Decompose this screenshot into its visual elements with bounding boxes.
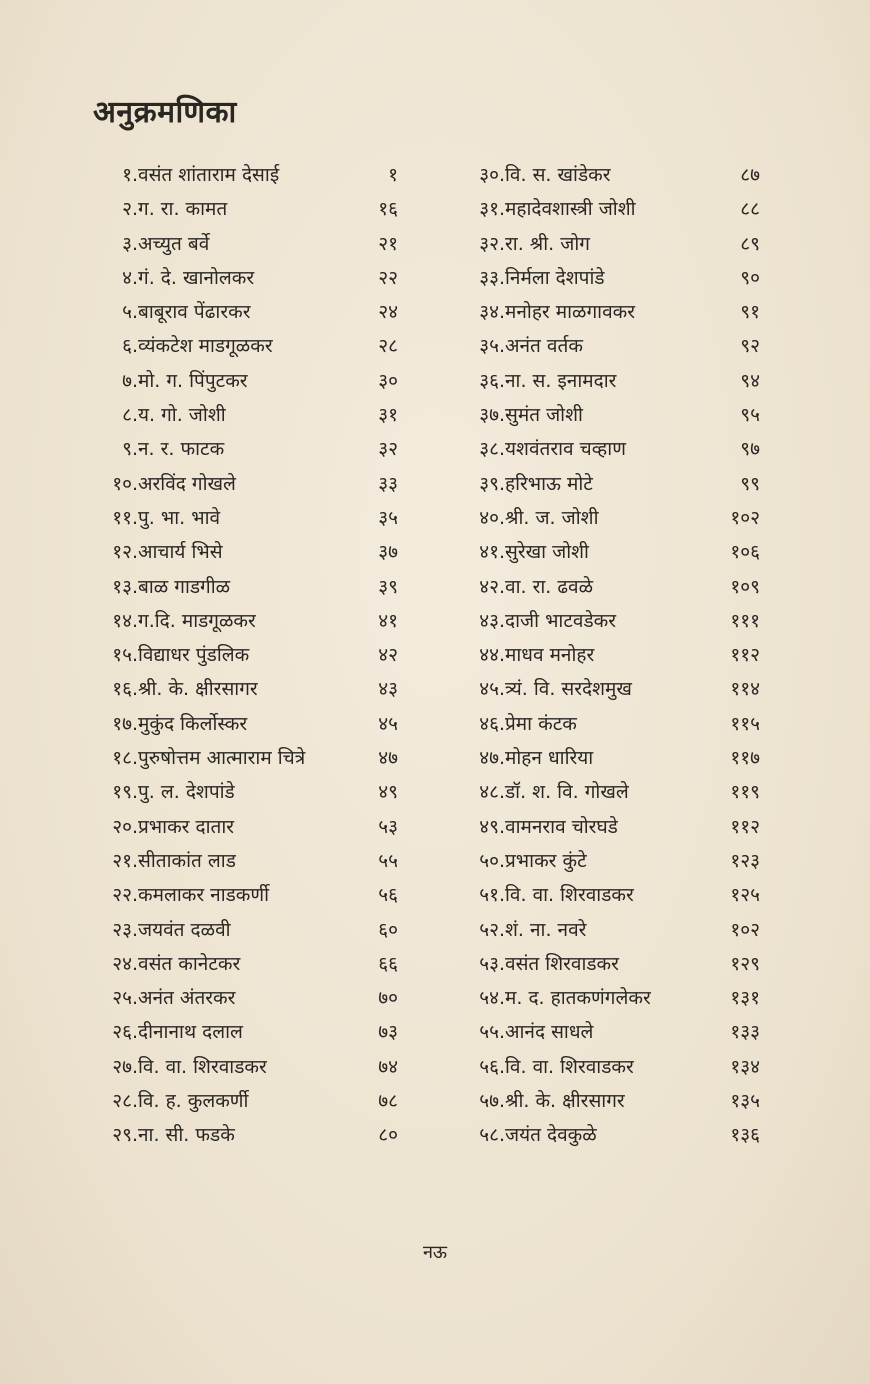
entry-page: ३२ [378,438,398,461]
entry-page: २४ [378,301,398,324]
entry-number: २१. [112,849,138,872]
entry-number: ३३. [479,266,505,289]
index-entry [78,878,398,912]
entry-number: ५८. [479,1124,505,1147]
entry-name: य. गो. जोशी [138,404,226,427]
index-entry [78,913,398,947]
entry-number: २. [122,198,138,221]
entry-name: मुकुंद किर्लोस्कर [138,712,248,735]
index-entry [78,741,398,775]
entry-number: ३८. [479,438,505,461]
entry-number: १६. [112,678,138,701]
entry-name: अनंत वर्तक [505,335,583,358]
entry-name: पु. ल. देशपांडे [138,781,235,804]
index-entry [78,467,398,501]
entry-name: पुरुषोत्तम आत्माराम चित्रे [138,747,306,770]
entry-name: बाळ गाडगीळ [138,575,231,598]
entry-name: कमलाकर नाडकर्णी [138,884,270,907]
entry-number: ३०. [479,164,505,186]
entry-name: वि. स. खांडेकर [505,164,611,186]
entry-page: ७३ [378,1021,398,1044]
index-entry [455,192,760,226]
entry-page: २१ [378,232,398,255]
index-entry [455,535,760,569]
entry-page: ११४ [730,678,760,701]
index-entry [78,398,398,432]
entry-page: ७० [378,987,398,1010]
entry-page: ८९ [740,232,760,255]
entry-name: जयवंत दळवी [138,918,231,941]
entry-page: ७४ [378,1055,398,1078]
entry-page: १२३ [730,849,760,872]
entry-page: ५३ [378,815,398,838]
entry-name: वि. ह. कुलकर्णी [138,1090,249,1113]
entry-name: आनंद साधले [505,1021,594,1044]
entry-page: १३४ [730,1055,760,1078]
entry-page: ५६ [378,884,398,907]
entry-page: ११७ [730,747,760,770]
entry-page: ४९ [378,781,398,804]
entry-number: ५०. [479,849,505,872]
entry-number: २४. [112,952,138,975]
entry-name: अच्युत बर्वे [138,232,210,255]
entry-page: ९० [740,266,760,289]
entry-name: व्यंकटेश माडगूळकर [138,335,273,358]
index-entry [455,501,760,535]
entry-number: ४७. [479,747,505,770]
entry-number: १९. [112,781,138,804]
entry-number: ४५. [479,678,505,701]
entry-name: मनोहर माळगावकर [505,301,635,324]
index-entry [78,158,398,192]
entry-name: सुरेखा जोशी [505,541,589,564]
entry-page: १२५ [730,884,760,907]
index-entry [78,672,398,706]
index-entry [455,158,760,192]
index-entry [455,570,760,604]
entry-number: २०. [112,815,138,838]
entry-name: यशवंतराव चव्हाण [505,438,626,461]
entry-number: ४१. [479,541,505,564]
entry-number: ४०. [479,506,505,529]
index-entry [78,192,398,226]
entry-name: वसंत शिरवाडकर [505,952,619,975]
entry-number: २७. [112,1055,138,1078]
entry-name: न. र. फाटक [138,438,225,461]
entry-name: अरविंद गोखले [138,472,236,495]
index-entry [455,1084,760,1118]
entry-number: ४४. [479,644,505,667]
index-column-right [455,158,760,1153]
entry-number: ३१. [479,198,505,221]
index-entry [78,1084,398,1118]
entry-page: १६ [378,198,398,221]
entry-page: १२९ [730,952,760,975]
index-entry [455,1050,760,1084]
entry-page: ५५ [378,849,398,872]
entry-number: १८. [112,747,138,770]
index-entry [78,227,398,261]
entry-page: ६० [378,918,398,941]
entry-page: ३३ [378,472,398,495]
entry-name: पु. भा. भावे [138,506,221,529]
entry-number: ८. [122,404,138,427]
entry-name: वि. वा. शिरवाडकर [505,884,634,907]
index-entry [455,741,760,775]
entry-number: ४९. [479,815,505,838]
index-entry [78,775,398,809]
index-entry [455,775,760,809]
index-entry [455,672,760,706]
index-entry [78,947,398,981]
entry-page: १०६ [730,541,760,564]
entry-name: डॉ. श. वि. गोखले [505,781,629,804]
entry-page: ४१ [378,609,398,632]
entry-number: ४६. [479,712,505,735]
entry-page: ३१ [378,404,398,427]
entry-page: ११२ [730,644,760,667]
entry-name: वसंत शांताराम देसाई [138,164,280,186]
entry-name: प्रभाकर कुंटे [505,849,587,872]
entry-name: शं. ना. नवरे [505,918,587,941]
index-entry [78,329,398,363]
entry-name: विद्याधर पुंडलिक [138,644,250,667]
entry-page: ११९ [730,781,760,804]
entry-number: २२. [112,884,138,907]
entry-page: ११५ [730,712,760,735]
index-entry [78,981,398,1015]
entry-name: ग. रा. कामत [138,198,228,221]
entry-name: वा. रा. ढवळे [505,575,594,598]
index-entry [78,1050,398,1084]
entry-page: ९२ [740,335,760,358]
entry-name: वामनराव चोरघडे [505,815,618,838]
entry-number: ६. [122,335,138,358]
entry-page: १०९ [730,575,760,598]
entry-page: ११२ [730,815,760,838]
index-entry [78,844,398,878]
entry-number: १. [122,164,138,186]
index-entry [455,844,760,878]
index-entry [78,810,398,844]
entry-number: ९. [122,438,138,461]
entry-name: म. द. हातकणंगलेकर [505,987,651,1010]
index-entry [455,329,760,363]
entry-name: श्री. ज. जोशी [505,506,599,529]
index-entry [455,1015,760,1049]
entry-number: २५. [112,987,138,1010]
entry-name: मोहन धारिया [505,747,594,770]
entry-page: १३६ [730,1124,760,1147]
entry-page: ९७ [740,438,760,461]
entry-name: ना. सी. फडके [138,1124,235,1147]
index-entry [455,878,760,912]
entry-number: १७. [112,712,138,735]
index-entry [78,1015,398,1049]
entry-number: ५. [122,301,138,324]
entry-page: ९९ [740,472,760,495]
index-entry [78,364,398,398]
index-entry [455,913,760,947]
entry-page: १३३ [730,1021,760,1044]
index-entry [78,638,398,672]
entry-page: ४५ [378,712,398,735]
entry-name: अनंत अंतरकर [138,987,236,1010]
entry-name: माधव मनोहर [505,644,595,667]
index-entry [78,707,398,741]
index-entry [455,432,760,466]
index-entry [455,947,760,981]
index-entry [455,295,760,329]
entry-page: ९१ [740,301,760,324]
entry-page: ८० [378,1124,398,1147]
entry-number: १४. [112,609,138,632]
entry-number: २६. [112,1021,138,1044]
entry-name: ना. स. इनामदार [505,369,617,392]
entry-name: श्री. के. क्षीरसागर [505,1090,625,1113]
entry-page: ९५ [740,404,760,427]
index-entry [78,535,398,569]
entry-page: ९४ [740,369,760,392]
entry-number: १५. [112,644,138,667]
entry-number: ५६. [479,1055,505,1078]
entry-page: ६६ [378,952,398,975]
entry-name: महादेवशास्त्री जोशी [505,198,636,221]
entry-name: मो. ग. पिंपुटकर [138,369,248,392]
entry-number: २८. [112,1090,138,1113]
index-entry [78,604,398,638]
entry-number: २९. [112,1124,138,1147]
entry-name: वि. वा. शिरवाडकर [138,1055,267,1078]
entry-page: २८ [378,335,398,358]
index-entry [455,638,760,672]
index-entry [78,501,398,535]
entry-number: ४२. [479,575,505,598]
entry-name: जयंत देवकुळे [505,1124,597,1147]
entry-number: ५२. [479,918,505,941]
index-entry [78,261,398,295]
entry-page: ४३ [378,678,398,701]
entry-page: १११ [730,609,760,632]
entry-page: १०२ [730,918,760,941]
entry-name: त्र्यं. वि. सरदेशमुख [505,678,632,701]
entry-number: ३४. [479,301,505,324]
entry-name: प्रेमा कंटक [505,712,577,735]
entry-page: ८७ [740,164,760,186]
entry-name: बाबूराव पेंढारकर [138,301,251,324]
entry-number: ५४. [479,987,505,1010]
entry-number: ४८. [479,781,505,804]
entry-number: ४३. [479,609,505,632]
entry-page: २२ [378,266,398,289]
entry-name: ग.दि. माडगूळकर [138,609,256,632]
index-entry [455,227,760,261]
entry-page: ३५ [378,506,398,529]
entry-number: ५१. [479,884,505,907]
entry-page: ८८ [740,198,760,221]
entry-number: ५३. [479,952,505,975]
entry-name: आचार्य भिसे [138,541,223,564]
index-entry [455,398,760,432]
entry-page: ४७ [378,747,398,770]
entry-page: ७८ [378,1090,398,1113]
index-entry [455,364,760,398]
entry-number: १०. [112,472,138,495]
entry-number: ३९. [479,472,505,495]
entry-number: ५५. [479,1021,505,1044]
page-title: अनुक्रमणिका [93,95,237,130]
index-entry [455,981,760,1015]
entry-name: श्री. के. क्षीरसागर [138,678,258,701]
entry-number: ३६. [479,369,505,392]
entry-name: दाजी भाटवडेकर [505,609,617,632]
entry-name: रा. श्री. जोग [505,232,590,255]
entry-number: ५७. [479,1090,505,1113]
index-entry [455,1118,760,1152]
index-entry [455,467,760,501]
index-entry [78,570,398,604]
entry-number: ३२. [479,232,505,255]
entry-page: १ [388,164,398,186]
entry-number: ३७. [479,404,505,427]
entry-page: १३१ [730,987,760,1010]
index-entry [455,707,760,741]
entry-name: सुमंत जोशी [505,404,583,427]
entry-name: दीनानाथ दलाल [138,1021,243,1044]
page-number-footer: नऊ [422,1242,448,1263]
entry-name: गं. दे. खानोलकर [138,266,255,289]
entry-name: सीताकांत लाड [138,849,236,872]
entry-page: ३० [378,369,398,392]
entry-name: हरिभाऊ मोटे [505,472,593,495]
entry-page: ३९ [378,575,398,598]
entry-number: २३. [112,918,138,941]
entry-number: १२. [112,541,138,564]
index-entry [78,1118,398,1152]
entry-page: १३५ [730,1090,760,1113]
entry-name: वसंत कानेटकर [138,952,241,975]
entry-number: ४. [122,266,138,289]
entry-number: ३५. [479,335,505,358]
entry-name: निर्मला देशपांडे [505,266,605,289]
entry-name: वि. वा. शिरवाडकर [505,1055,634,1078]
entry-number: ३. [122,232,138,255]
index-entry [455,261,760,295]
index-entry [78,432,398,466]
index-entry [78,295,398,329]
index-entry [455,810,760,844]
entry-page: १०२ [730,506,760,529]
entry-name: प्रभाकर दातार [138,815,235,838]
entry-number: ११. [112,506,138,529]
entry-page: ३७ [378,541,398,564]
index-entry [455,604,760,638]
entry-page: ४२ [378,644,398,667]
entry-number: १३. [112,575,138,598]
entry-number: ७. [122,369,138,392]
index-column-left [78,158,398,1153]
